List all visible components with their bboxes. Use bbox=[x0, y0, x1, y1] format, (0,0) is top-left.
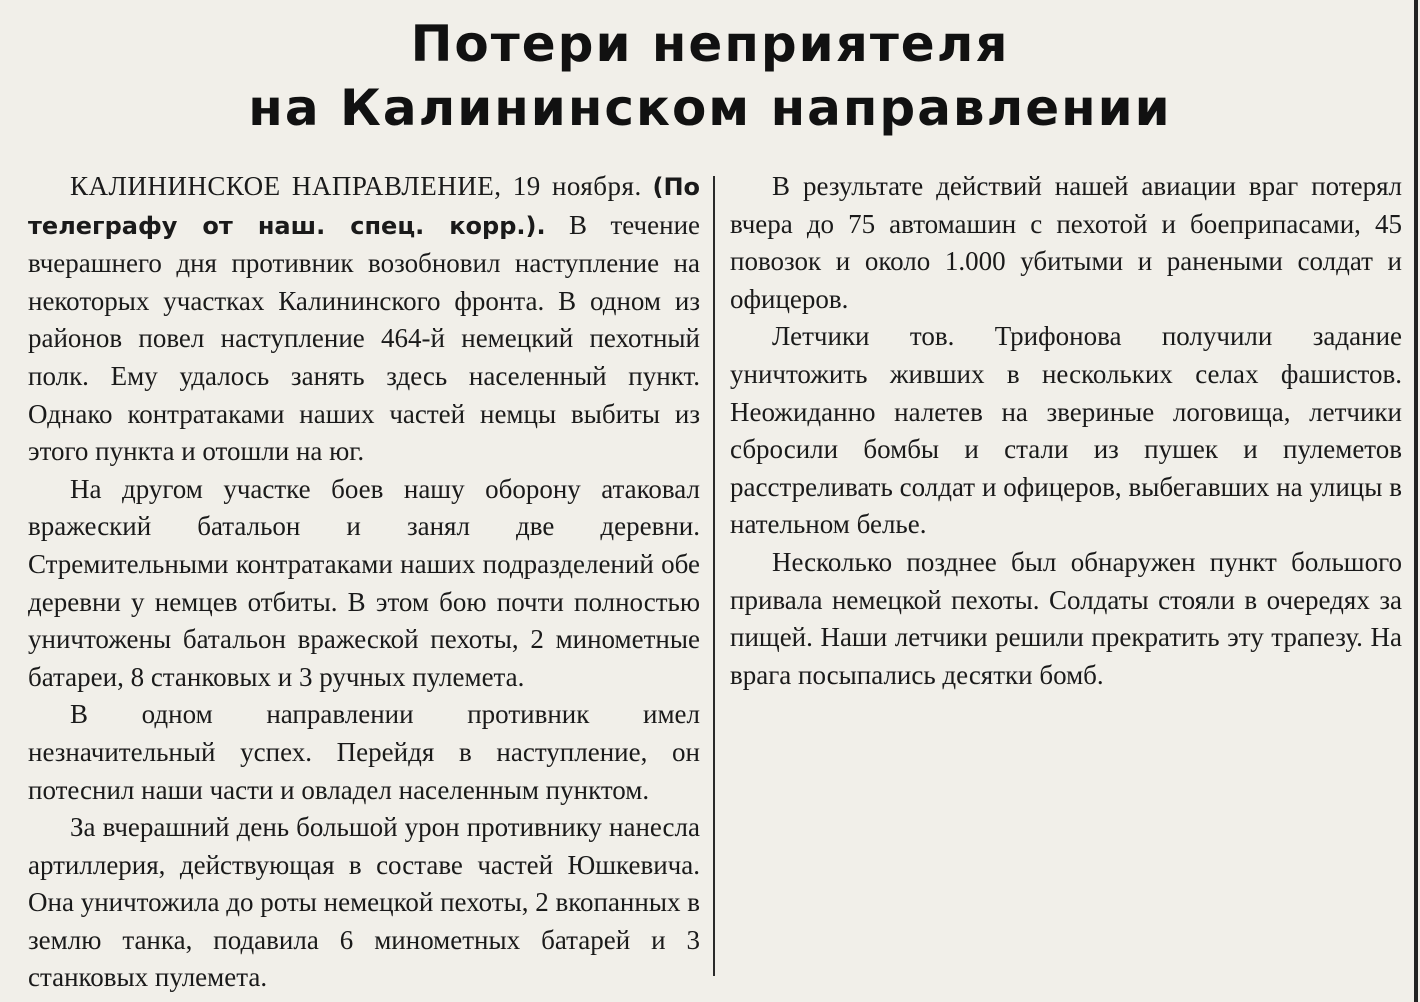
paragraph-3: В одном направлении противник имел незначительный успех. Перейдя в наступление, он потеснил наши части и овладел населенным пунктом. bbox=[28, 699, 700, 805]
paragraph-2: На другом участке боев нашу оборону атаковал вражеский батальон и занял две деревни. Стремительными контратаками наших подразделений обе деревни у немцев отбиты. В этом бою почти полностью уничтожены батальон вражеской пехоты, 2 минометные батареи, 8 станковых и 3 ручных пулемета. bbox=[28, 473, 700, 692]
column-divider bbox=[713, 176, 715, 976]
left-column bbox=[28, 168, 700, 997]
byline: (По телеграфу от наш. спец. корр.). bbox=[28, 173, 701, 240]
paragraph-1 bbox=[28, 168, 700, 471]
paragraph-5: В результате действий нашей авиации враг потерял вчера до 75 автомашин с пехотой и боеприпасами, 45 повозок и около 1.000 убитыми и ранеными солдат и офицеров. bbox=[730, 171, 1402, 314]
page-edge-border bbox=[1414, 0, 1418, 1002]
right-column bbox=[730, 168, 1402, 694]
article-headline bbox=[0, 12, 1420, 140]
paragraph-1-text: В течение вчерашнего дня противник возобновил наступление на некоторых участках Калининского фронта. В одном из районов повел наступление 464-й немецкий пехотный полк. Ему удалось занять здесь населенный пункт. Однако контратаками наших частей немцы выбиты из этого пункта и отошли на юг. bbox=[28, 209, 701, 467]
headline-line-2: на Калининском направлении bbox=[248, 79, 1172, 137]
paragraph-7: Несколько позднее был обнаружен пункт большого привала немецкой пехоты. Солдаты стояли в очередях за пищей. Наши летчики решили прекратить эту трапезу. На врага посыпались десятки бомб. bbox=[730, 546, 1402, 690]
paragraph-6: Летчики тов. Трифонова получили задание уничтожить живших в нескольких селах фашистов. Неожиданно налетев на звериные логовища, летчики сбросили бомбы и стали из пушек и пулеметов расстреливать солдат и офицеров, выбегавших на улицы в нательном белье. bbox=[730, 321, 1402, 540]
dateline: КАЛИНИНСКОЕ НАПРАВЛЕНИЕ, 19 ноября. bbox=[70, 171, 642, 201]
paragraph-4: За вчерашний день большой урон противнику нанесла артиллерия, действующая в составе частей Юшкевича. Она уничтожила до роты немецкой пехоты, 2 вкопанных в землю танка, подавила 6 минометных батарей и 3 станковых пулемета. bbox=[28, 812, 700, 993]
headline-line-1: Потери неприятеля bbox=[410, 15, 1010, 73]
